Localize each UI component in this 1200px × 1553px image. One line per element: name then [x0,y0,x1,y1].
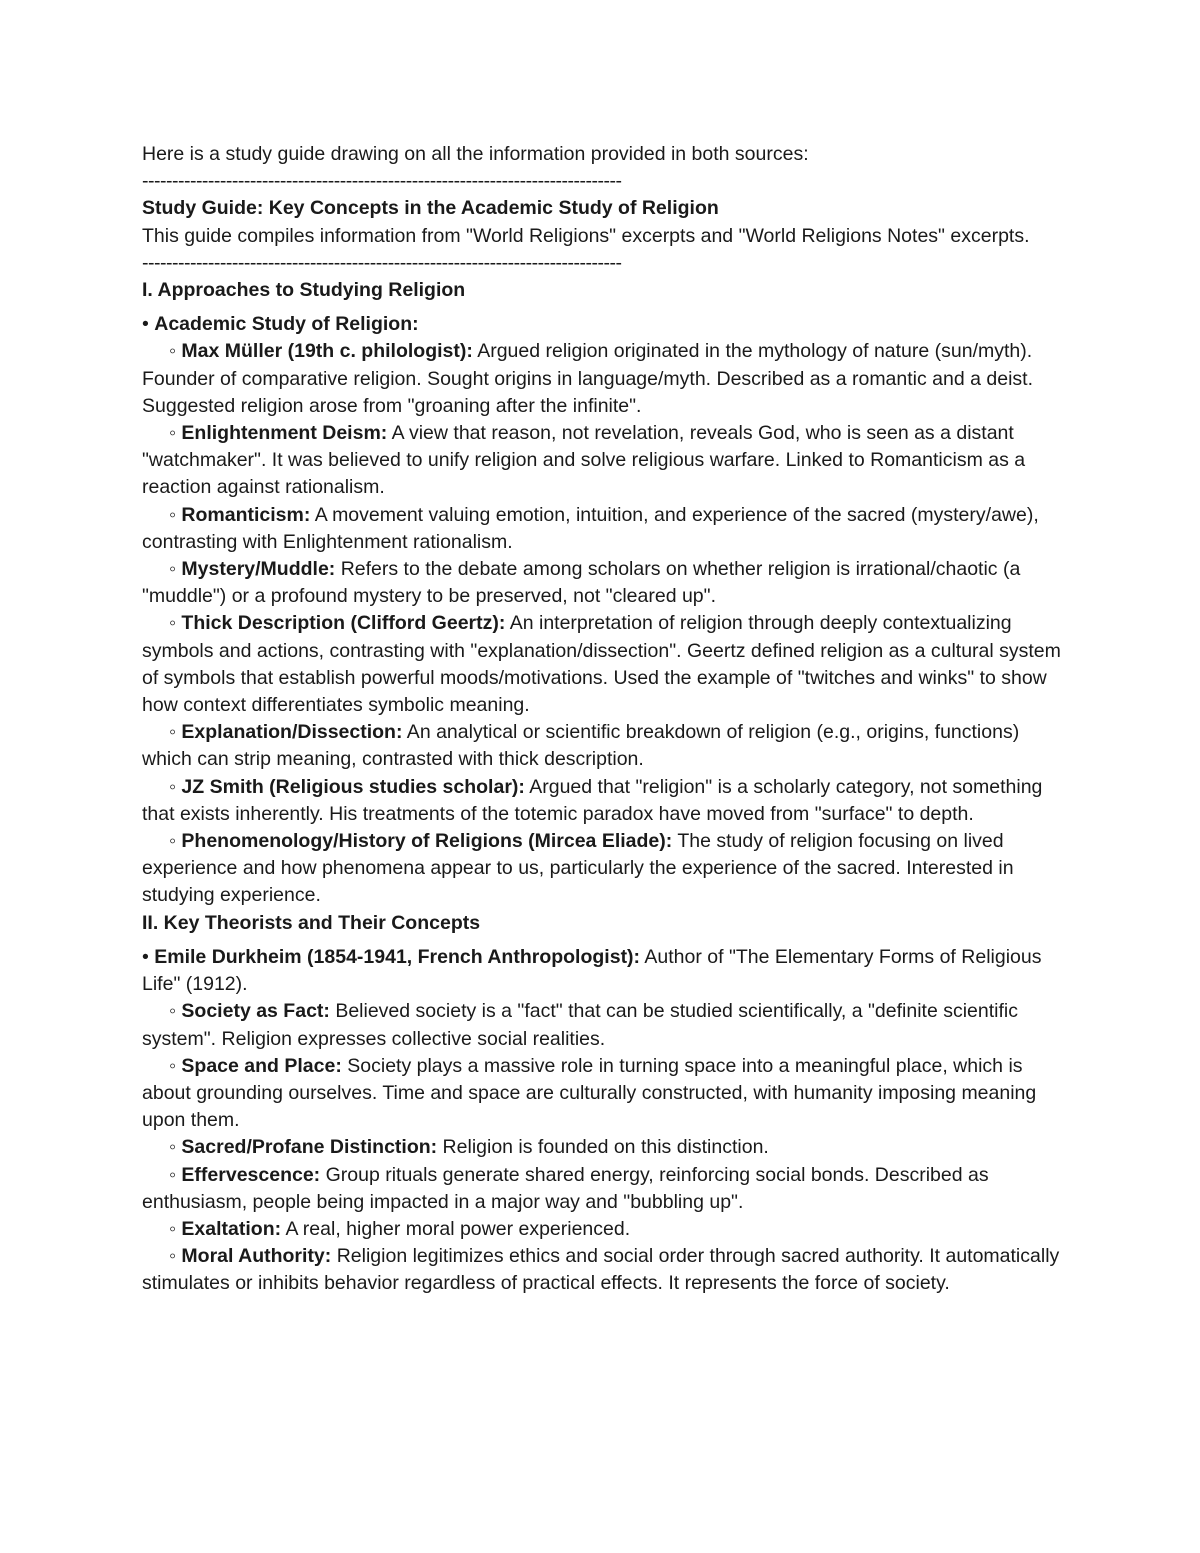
sub-bullet-label: Enlightenment Deism: [181,422,388,445]
sub-bullet-text: A real, higher moral power experienced. [281,1217,631,1240]
sub-bullet-text: Believed society is a "fact" that can be studied scientifically, a "definite scientific system". Religion expresses collective social realities. [142,1000,1018,1050]
sub-bullet-label: Thick Description (Clifford Geertz): [181,612,506,635]
sub-bullet [142,1162,1070,1216]
sub-bullet [142,719,1070,773]
sub-bullet-text: A movement valuing emotion, intuition, and experience of the sacred (mystery/awe), contrasting with Enlightenment rationalism. [142,503,1039,553]
hollow-bullet-icon: ◦ [169,721,176,744]
hollow-bullet-icon: ◦ [169,612,176,635]
guide-title: Study Guide: Key Concepts in the Academic Study of Religion [142,197,719,220]
sub-bullet-text: Religion is founded on this distinction. [437,1136,769,1159]
sub-bullet-text: Group rituals generate shared energy, reinforcing social bonds. Described as enthusiasm, people being impacted in a major way and "bubbling up". [142,1163,989,1213]
divider-rule: -------------------------------------------------------------------------------- [142,170,622,193]
sub-bullet-label: Explanation/Dissection: [181,721,403,744]
sub-bullet-list [142,998,1070,1297]
sub-bullet-label: JZ Smith (Religious studies scholar): [181,775,525,798]
sub-bullet-text: An interpretation of religion through deeply contextualizing symbols and actions, contrasting with "explanation/dissection". Geertz defined religion as a cultural system of symbols that establish powerful moods/motivations. Used the example of "twitches and winks" to show how context differentiates symbolic meaning. [142,612,1061,717]
sub-bullet [142,828,1070,910]
sub-bullet-label: Effervescence: [181,1163,321,1186]
sub-bullet-label: Society as Fact: [181,1000,330,1023]
sub-bullet-text: An analytical or scientific breakdown of religion (e.g., origins, functions) which can strip meaning, contrasted with thick description. [142,721,1020,771]
sub-bullet-text: The study of religion focusing on lived experience and how phenomena appear to us, particularly the experience of the sacred. Interested in studying experience. [142,830,1014,907]
hollow-bullet-icon: ◦ [169,1000,176,1023]
top-level-bullet [142,944,1070,998]
sub-bullet [142,774,1070,828]
sub-bullet [142,610,1070,719]
sub-bullet-label: Max Müller (19th c. philologist): [181,340,473,363]
divider-rule: -------------------------------------------------------------------------------- [142,251,622,274]
bullet-icon: • [142,945,149,968]
sub-bullet-label: Mystery/Muddle: [181,558,336,581]
sub-bullet [142,1243,1070,1297]
sub-bullet-text: Argued that "religion" is a scholarly category, not something that exists inherently. His treatments of the totemic paradox have moved from "surface" to depth. [142,775,1043,825]
hollow-bullet-icon: ◦ [169,1054,176,1077]
sub-bullet [142,556,1070,610]
hollow-bullet-icon: ◦ [169,830,176,853]
sub-bullet-list [142,338,1070,909]
sub-bullet-text: Argued religion originated in the mythology of nature (sun/myth). Founder of comparative religion. Sought origins in language/myth. Described as a romantic and a deist. Suggested religion arose from "groaning after the infinite". [142,340,1033,417]
bullet-label: Academic Study of Religion: [154,313,419,336]
sub-bullet-label: Exaltation: [181,1217,282,1240]
hollow-bullet-icon: ◦ [169,775,176,798]
section-heading: I. Approaches to Studying Religion [142,279,466,302]
sub-bullet [142,1134,1070,1161]
bullet-icon: • [142,313,149,336]
sub-bullet [142,420,1070,502]
sub-bullet-label: Phenomenology/History of Religions (Mircea Eliade): [181,830,673,853]
sub-bullet-text: A view that reason, not revelation, reveals God, who is seen as a distant "watchmaker". It was believed to unify religion and solve religious warfare. Linked to Romanticism as a reaction against rationalism. [142,422,1026,499]
hollow-bullet-icon: ◦ [169,1217,176,1240]
hollow-bullet-icon: ◦ [169,503,176,526]
sub-bullet [142,502,1070,556]
sub-bullet [142,998,1070,1052]
hollow-bullet-icon: ◦ [169,1245,176,1268]
hollow-bullet-icon: ◦ [169,340,176,363]
sub-bullet-label: Moral Authority: [181,1245,332,1268]
sub-bullet-text: Religion legitimizes ethics and social order through sacred authority. It automatically stimulates or inhibits behavior regardless of practical effects. It represents the force of society. [142,1245,1060,1295]
hollow-bullet-icon: ◦ [169,422,176,445]
sub-bullet-label: Romanticism: [181,503,311,526]
sub-bullet-label: Sacred/Profane Distinction: [181,1136,438,1159]
bullet-text: Author of "The Elementary Forms of Religious Life" (1912). [142,945,1042,996]
hollow-bullet-icon: ◦ [169,558,176,581]
sub-bullet-text: Refers to the debate among scholars on whether religion is irrational/chaotic (a "muddle") or a profound mystery to be preserved, not "cleared up". [142,558,1021,608]
sub-bullet-label: Space and Place: [181,1054,342,1077]
section-heading: II. Key Theorists and Their Concepts [142,911,481,934]
bullet-label: Emile Durkheim (1854-1941, French Anthropologist): [154,945,641,968]
sub-bullet [142,1216,1070,1243]
intro-text: Here is a study guide drawing on all the information provided in both sources: [142,143,809,165]
hollow-bullet-icon: ◦ [169,1163,176,1186]
sub-bullet [142,338,1070,420]
top-level-bullet [142,311,1070,338]
guide-description: This guide compiles information from "World Religions" excerpts and "World Religions Notes" excerpts. [142,224,1030,247]
sub-bullet [142,1053,1070,1135]
hollow-bullet-icon: ◦ [169,1136,176,1159]
sub-bullet-text: Society plays a massive role in turning space into a meaningful place, which is about grounding ourselves. Time and space are culturally constructed, with humanity imposing meaning upon them. [142,1054,1037,1132]
